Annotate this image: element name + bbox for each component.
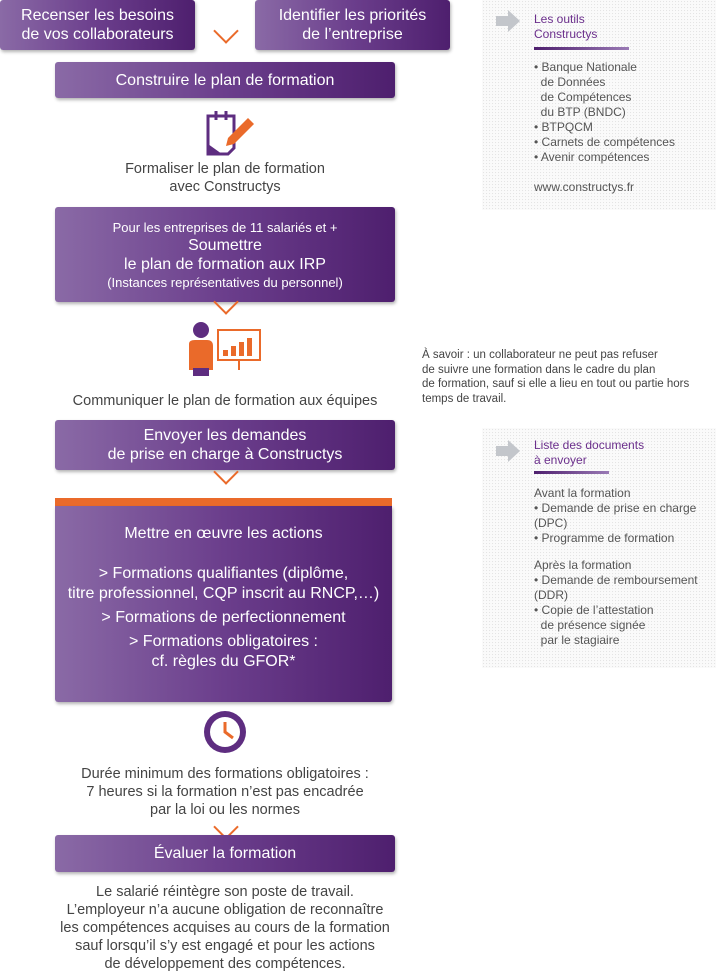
step-construire: [55, 62, 395, 98]
outils-title: [534, 12, 597, 42]
list-item: • Demande de prise en charge: [534, 501, 697, 515]
list-item: • BTPQCM: [534, 120, 593, 134]
chevron-down-icon: [213, 18, 238, 43]
step-recenser: [0, 0, 195, 50]
step-formaliser-l1: Formaliser le plan de formation: [125, 161, 325, 177]
action-item: titre professionnel, CQP inscrit au RNCP,…): [67, 585, 380, 602]
step-identifier-l2: de l’entreprise: [302, 26, 403, 43]
action-item: > Formations qualifiantes (diplôme,: [98, 565, 349, 582]
constructys-link[interactable]: www.constructys.fr: [534, 180, 635, 194]
savoir-l4: temps de travail.: [422, 392, 507, 405]
savoir-l2: de suivre une formation dans le cadre du plan: [422, 363, 656, 376]
step-evaluer-label: Évaluer la formation: [153, 845, 297, 862]
outils-list: [534, 60, 675, 195]
title-underline: [534, 47, 629, 50]
documents-title: [534, 438, 644, 468]
savoir-l3: de formation, sauf si elle a lieu en tout ou partie hors: [422, 378, 690, 390]
conclusion-l1: Le salarié réintègre son poste de travail.: [96, 884, 354, 900]
list-item: • Demande de remboursement: [534, 573, 698, 587]
savoir-l1: À savoir : un collaborateur ne peut pas refuser: [422, 349, 658, 361]
documents-panel: [482, 428, 716, 668]
outils-title-l1: Les outils: [534, 12, 585, 26]
documents-title-l1: Liste des documents: [534, 438, 645, 452]
step-identifier-l1: Identifier les priorités: [278, 7, 427, 24]
step-formaliser-l2: avec Constructys: [169, 179, 281, 195]
presenter-chart-icon: [185, 320, 265, 378]
title-underline: [534, 471, 609, 474]
step-envoyer-l1: Envoyer les demandes: [143, 427, 307, 444]
action-item: > Formations de perfectionnement: [101, 609, 346, 626]
step-evaluer: [55, 835, 395, 872]
list-item: • Carnets de compétences: [534, 135, 675, 149]
duree-l2: 7 heures si la formation n’est pas encadrée: [86, 784, 364, 800]
conclusion-l2: L’employeur n’a aucune obligation de reconnaître: [66, 902, 384, 918]
list-item: • Banque Nationale: [534, 60, 637, 74]
duree-l1: Durée minimum des formations obligatoires :: [81, 766, 369, 782]
outils-title-l2: Constructys: [534, 27, 598, 41]
duree-note: [40, 765, 410, 819]
list-item: par le stagiaire: [534, 633, 620, 647]
step-soumettre-l4: (Instances représentatives du personnel): [107, 274, 343, 290]
apres-heading: Après la formation: [534, 558, 632, 572]
step-formaliser: [55, 160, 395, 196]
list-item: de présence signée: [534, 618, 646, 632]
duree-l3: par la loi ou les normes: [150, 802, 300, 818]
list-item: • Copie de l’attestation: [534, 603, 654, 617]
step-soumettre-l2: Soumettre: [188, 236, 262, 254]
outils-panel: [482, 0, 716, 210]
step-recenser-l2: de vos collaborateurs: [21, 26, 174, 43]
a-savoir-note: [422, 348, 689, 406]
step-mettre-title: Mettre en œuvre les actions: [124, 525, 323, 542]
avant-heading: Avant la formation: [534, 486, 631, 500]
list-item: • Programme de formation: [534, 531, 675, 545]
conclusion-l4: sauf lorsqu’il s’y est engagé et pour les actions: [75, 938, 375, 954]
step-soumettre-l1: Pour les entreprises de 11 salariés et +: [112, 219, 338, 235]
step-identifier: [255, 0, 450, 50]
conclusion: [40, 883, 410, 973]
list-item: de Données: [534, 75, 606, 89]
orange-bar: [55, 498, 392, 506]
list-item: • Avenir compétences: [534, 150, 650, 164]
step-communiquer: Communiquer le plan de formation aux équipes: [72, 393, 378, 409]
list-item: (DDR): [534, 588, 568, 602]
step-envoyer-l2: de prise en charge à Constructys: [107, 446, 343, 463]
step-construire-label: Construire le plan de formation: [115, 71, 335, 89]
list-item: du BTP (BNDC): [534, 105, 626, 119]
step-soumettre-l3: le plan de formation aux IRP: [124, 255, 326, 273]
step-soumettre: [55, 207, 395, 302]
step-recenser-l1: Recenser les besoins: [21, 7, 174, 24]
documents-list: [534, 486, 698, 648]
list-item: (DPC): [534, 516, 568, 530]
list-item: de Compétences: [534, 90, 632, 104]
conclusion-l5: de développement des compétences.: [104, 956, 346, 972]
notepad-pencil-icon: [200, 108, 260, 156]
documents-title-l2: à envoyer: [534, 453, 587, 467]
action-item: > Formations obligatoires :: [129, 633, 318, 650]
step-mettre-en-oeuvre: [55, 506, 392, 702]
conclusion-l3: les compétences acquises au cours de la formation: [60, 920, 390, 936]
clock-icon: [203, 710, 247, 754]
action-item: cf. règles du GFOR*: [151, 653, 296, 670]
